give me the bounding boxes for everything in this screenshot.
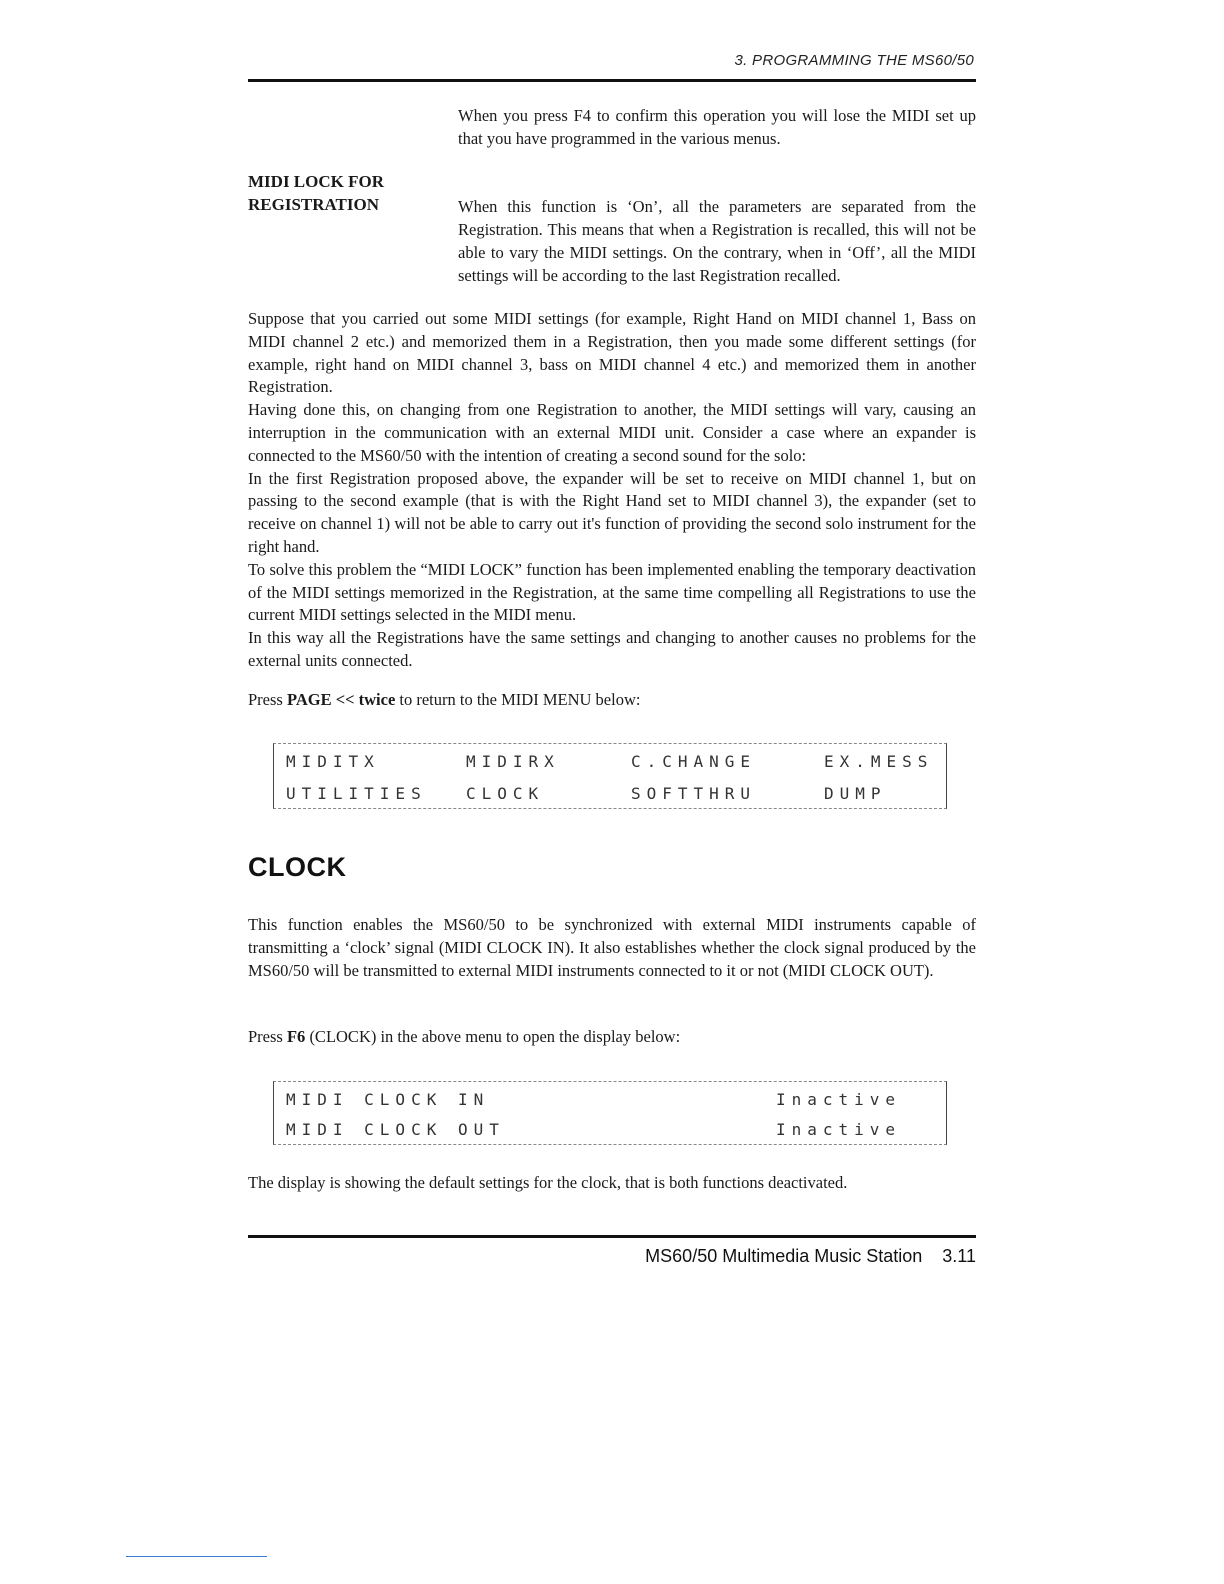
press-page-keys: PAGE << twice — [286, 690, 396, 709]
clock-heading: CLOCK — [248, 852, 347, 882]
clock-in-label: MIDI CLOCK IN — [286, 1090, 490, 1109]
midi-lock-description: When this function is ‘On’, all the parameters are separated from the Registration. This means that when a Registration is recalled, this will not be able to vary the MIDI settings. On the contrary, when in ‘Off’, all the MIDI settings will be according to the last Registration recalled. — [458, 197, 976, 285]
press-page-before: Press — [248, 690, 287, 709]
footer-title: MS60/50 Multimedia Music Station — [645, 1246, 923, 1266]
midi-lock-heading-line1: MIDI LOCK FOR — [248, 172, 384, 191]
header-rule — [248, 79, 976, 82]
press-f6-after: (CLOCK) in the above menu to open the display below: — [305, 1027, 681, 1046]
menu-item-utilities: UTILITIES — [286, 784, 427, 803]
paragraph: In the first Registration proposed above, the expander will be set to receive on MIDI channel 1, but on passing to the second example (that is with the Right Hand set to MIDI channel 3), the expander (set to receive on channel 1) will not be able to carry out it's function of providing the second solo instrument for the right hand. — [248, 468, 976, 556]
main-text — [248, 308, 976, 673]
footer — [560, 1246, 976, 1267]
clock-description: This function enables the MS60/50 to be synchronized with external MIDI instruments capable of transmitting a ‘clock’ signal (MIDI CLOCK IN). It also establishes whether the clock signal produced by the MS60/50 will be transmitted to external MIDI instruments connected to it or not (MIDI CLOCK OUT). — [248, 915, 976, 980]
midi-lock-heading — [248, 170, 448, 216]
menu-item-midirx: MIDIRX — [466, 752, 560, 771]
press-f6-before: Press — [248, 1027, 287, 1046]
midi-lock-heading-line2: REGISTRATION — [248, 195, 379, 214]
clock-display — [273, 1081, 947, 1145]
page-number: 3.11 — [942, 1246, 976, 1266]
press-page-instruction — [248, 689, 976, 712]
menu-item-clock: CLOCK — [466, 784, 545, 803]
midi-menu-display — [273, 743, 947, 809]
menu-item-dump: DUMP — [824, 784, 887, 803]
clock-in-value: Inactive — [776, 1090, 902, 1109]
press-f6-instruction — [248, 1026, 976, 1049]
clock-out-label: MIDI CLOCK OUT — [286, 1120, 505, 1139]
intro-paragraph: When you press F4 to confirm this operation you will lose the MIDI set up that you have programmed in the various menus. — [458, 106, 976, 148]
clock-out-value: Inactive — [776, 1120, 902, 1139]
footer-rule — [248, 1235, 976, 1238]
press-page-after: to return to the MIDI MENU below: — [395, 690, 641, 709]
menu-item-softthru: SOFTTHRU — [631, 784, 757, 803]
paragraph: In this way all the Registrations have the same settings and changing to another causes no problems for the external units connected. — [248, 628, 976, 670]
paragraph: To solve this problem the “MIDI LOCK” function has been implemented enabling the temporary deactivation of the MIDI settings memorized in the Registration, at the same time compelling all Registrations to use the current MIDI settings selected in the MIDI menu. — [248, 559, 976, 625]
menu-item-c-change: C.CHANGE — [631, 752, 757, 771]
press-f6-key: F6 — [286, 1027, 306, 1046]
paragraph: Suppose that you carried out some MIDI settings (for example, Right Hand on MIDI channel 1, Bass on MIDI channel 2 etc.) and memorized them in a Registration, then you made some different settings (for example, right hand on MIDI channel 3, bass on MIDI channel 4 etc.) and memorized them in another Registration. — [248, 309, 976, 397]
page-edge-line — [126, 1556, 267, 1557]
menu-item-miditx: MIDITX — [286, 752, 380, 771]
menu-item-ex-mess: EX.MESS — [824, 752, 934, 771]
paragraph: Having done this, on changing from one Registration to another, the MIDI settings will vary, causing an interruption in the communication with an external MIDI unit. Consider a case where an expander is connected to the MS60/50 with the intention of creating a second sound for the solo: — [248, 400, 976, 465]
display-note: The display is showing the default settings for the clock, that is both functions deactivated. — [248, 1173, 848, 1192]
running-head: 3. PROGRAMMING THE MS60/50 — [734, 52, 974, 69]
